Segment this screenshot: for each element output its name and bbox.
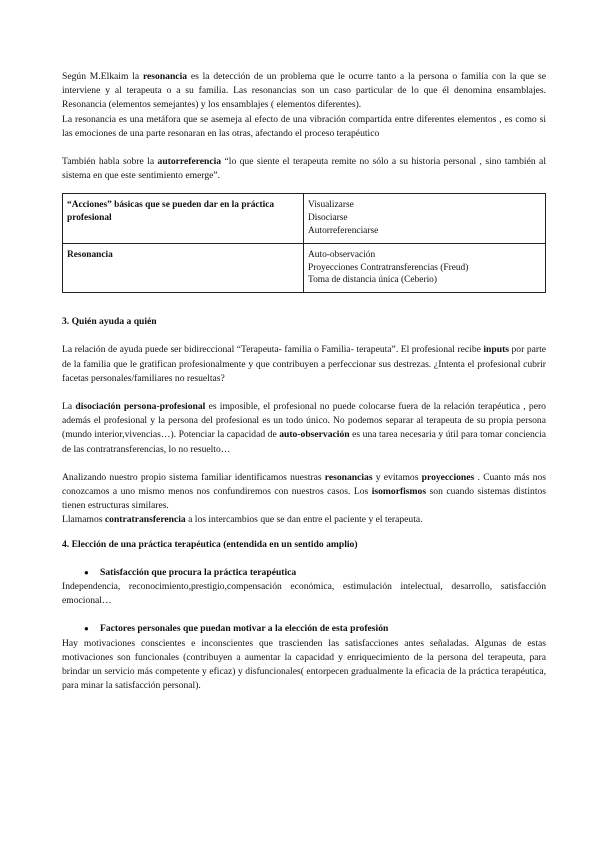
bullet-icon: ● <box>84 567 89 577</box>
table-row <box>63 243 546 292</box>
document-page <box>62 70 546 693</box>
section-3-paragraph-resonancias: Analizando nuestro propio sistema familiar identificamos nuestras resonancias y evitamos proyecciones . Cuanto más nos conozcamos a uno mismo menos nos confundiremos con nuestros casos. Los isomorfismos son cuando sistemas distintos tienen estructuras similares. <box>62 471 547 512</box>
section-4-paragraph-satisfaccion: Independencia, reconocimiento,prestigio,compensación económica, estimulación intelectual, desarrollo, satisfacción emocional… <box>62 581 546 607</box>
section-3-heading: 3. Quién ayuda a quién <box>62 316 157 328</box>
section-4-heading: 4. Elección de una práctica terapéutica (entendida en un sentido amplio) <box>62 538 358 550</box>
table-cell-header: “Acciones” básicas que se pueden dar en la práctica profesional <box>63 194 304 243</box>
section-3-paragraph-disociacion: La disociación persona-profesional es imposible, el profesional no puede colocarse fuera de la relación terapéutica , pero además el profesional y la persona del profesional es un todo único. No podemos separar al terapeuta de su propia persona (mundo interior,vivencias…). Potenciar la capacidad de auto-observación es una tarea necesaria y útil para tomar conciencia de las contratransferencias, lo no resuelto… <box>62 401 546 455</box>
acciones-table <box>62 193 546 293</box>
table-cell-resonancia: Resonancia <box>63 243 304 292</box>
bullet-icon: ● <box>84 624 89 634</box>
table-cell-resonancia-items: Auto-observación Proyecciones Contratransferencias (Freud) Toma de distancia única (Ceberio) <box>304 243 546 292</box>
list-item: ● Satisfacción que procura la práctica terapéutica <box>62 566 546 580</box>
intro-paragraph-resonancia: Según M.Elkaim la resonancia es la detección de un problema que le ocurre tanto a la persona o familia con la que se interviene y al terapeuta o a su familia. Las resonancias son un caso particular de lo que él denomina ensamblajes. Resonancia (elementos semejantes) y los ensamblajes ( elementos diferentes). <box>62 71 546 111</box>
intro-paragraph-autorreferencia: También habla sobre la autorreferencia “lo que siente el terapeuta remite no sólo a su historia personal , sino también al sistema en que este sentimiento emerge”. <box>62 156 546 182</box>
section-4-paragraph-motivaciones: Hay motivaciones conscientes e inconscientes que trascienden las satisfacciones antes señaladas. Algunas de estas motivaciones son funcionales (contribuyen a aumentar la capacidad y enriquecimiento de la persona del terapeuta, para brindar un servicio más competente y eficaz) y disfuncionales( entorpecen gradualmente la eficacia de la práctica terapéutica, para minar la satisfacción personal). <box>62 637 546 692</box>
list-item: ● Factores personales que puedan motivar a la elección de esta profesión <box>62 622 546 636</box>
intro-paragraph-metafora: La resonancia es una metáfora que se asemeja al efecto de una vibración compartida entre diferentes elementos , es como si las emociones de una parte resonaran en las otras, afectando el proceso terapéutico <box>62 113 546 139</box>
section-3-paragraph-contratransferencia: Llamamos contratransferencia a los intercambios que se dan entre el paciente y el terapeuta. <box>62 514 423 526</box>
table-cell-acciones: Visualizarse Disociarse Autorreferenciarse <box>304 194 546 243</box>
section-3-paragraph-inputs: La relación de ayuda puede ser bidireccional “Terapeuta- familia o Familia- terapeuta”. El profesional recibe inputs por parte de la familia que le gratifican profesionalmente y que contribuyen a perfeccionar sus destrezas. ¿Intenta el profesional cubrir facetas personales/familiares no resueltas? <box>62 344 546 384</box>
table-row <box>63 194 546 243</box>
